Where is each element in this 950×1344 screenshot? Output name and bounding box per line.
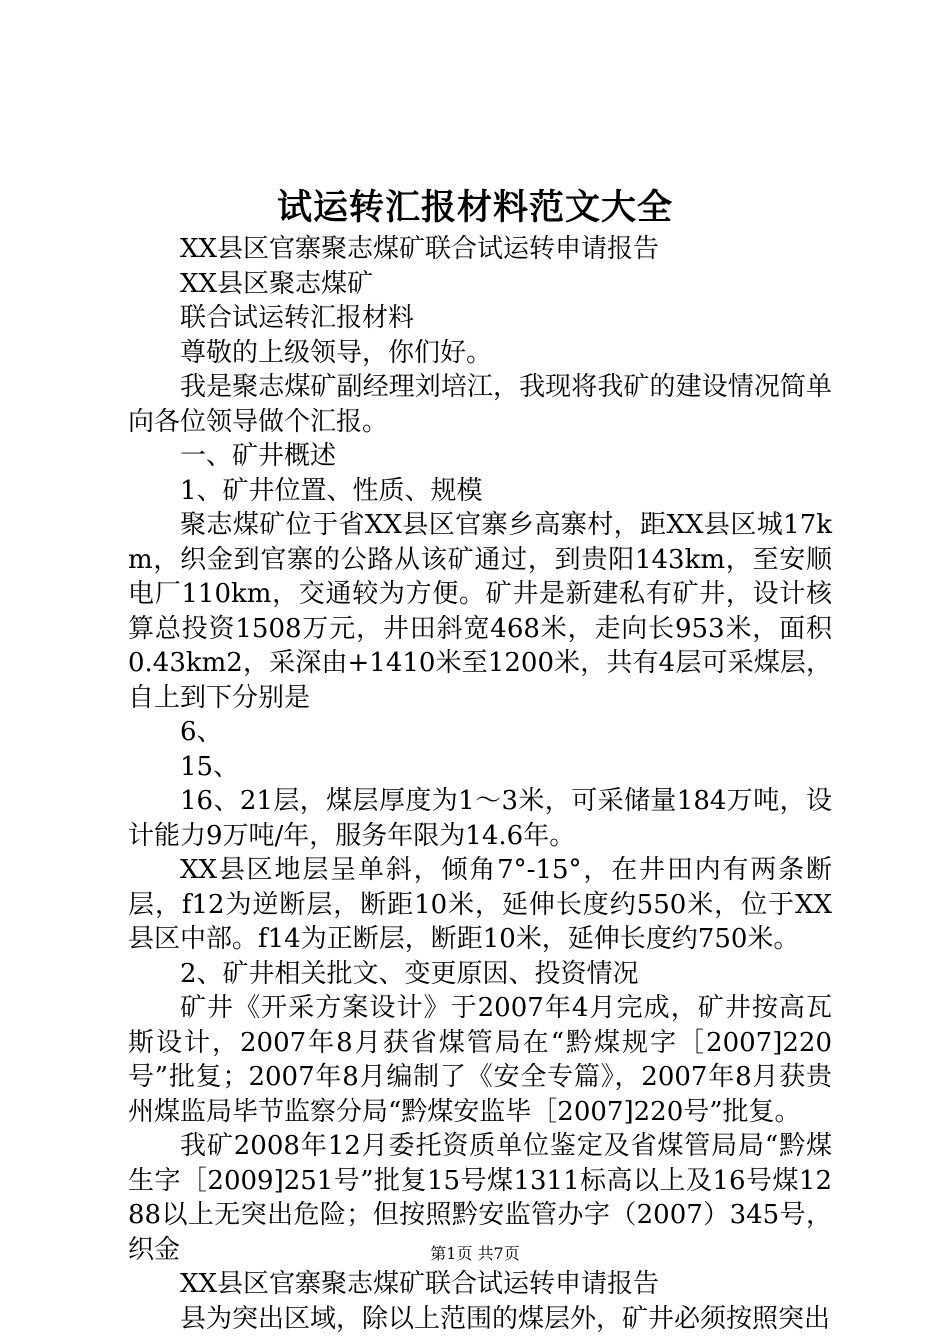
paragraph: XX县区官寨聚志煤矿联合试运转申请报告: [180, 234, 660, 264]
document-title: 试运转汇报材料范文大全: [276, 187, 673, 228]
paragraph: 聚志煤矿位于省XX县区官寨乡高寨村，距XX县区城17km，织金到官寨的公路从该矿通过，到贵阳143km，至安顺电厂110km，交通较为方便。矿井是新建私有矿井，设计核算总投资1508万元，井田斜宽468米，走向长953米，面积0.43km2，采深由+1410米至1200米，共有4层可采煤层，自上到下分别是: [128, 510, 832, 713]
paragraph: XX县区聚志煤矿: [180, 268, 374, 299]
paragraph: XX县区官寨聚志煤矿联合试运转申请报告: [180, 1269, 660, 1299]
paragraph: 县为突出区域，除以上范围的煤层外，矿井必须按照突出: [180, 1303, 831, 1334]
paragraph: 我是聚志煤矿副经理刘培江，我现将我矿的建设情况简单向各位领导做个汇报。: [128, 372, 832, 437]
paragraph: 15、: [180, 751, 240, 782]
paragraph: 矿井《开采方案设计》于2007年4月完成，矿井按高瓦斯设计，2007年8月获省煤管局在“黔煤规字［2007]220号”批复；2007年8月编制了《安全专篇》，2007年8月获贵州煤监局毕节监察分局“黔煤安监毕［2007]220号”批复。: [128, 993, 832, 1127]
paragraph: 联合试运转汇报材料: [180, 303, 415, 333]
paragraph: 尊敬的上级领导，你们好。: [180, 337, 493, 368]
paragraph: XX县区地层呈单斜，倾角7°-15°，在井田内有两条断层，f12为逆断层，断距10米，延伸长度约550米，位于XX县区中部。f14为正断层，断距10米，延伸长度约750米。: [128, 855, 832, 954]
paragraph: 1、矿井位置、性质、规模: [180, 475, 483, 506]
paragraph: 2、矿井相关批文、变更原因、投资情况: [180, 958, 639, 989]
page-indicator: 第1页 共7页: [430, 1244, 520, 1263]
paragraph: 一、矿井概述: [180, 441, 337, 471]
paragraph: 6、: [180, 717, 223, 747]
document-body: [128, 232, 832, 1336]
paragraph: 16、21层，煤层厚度为1～3米，可采储量184万吨，设计能力9万吨/年，服务年限为14.6年。: [128, 786, 832, 851]
paragraph: 我矿2008年12月委托资质单位鉴定及省煤管局局“黔煤生字［2009]251号”批复15号煤1311标高以上及16号煤1288以上无突出危险；但按照黔安监管办字（2007）345号，织金: [128, 1131, 832, 1265]
